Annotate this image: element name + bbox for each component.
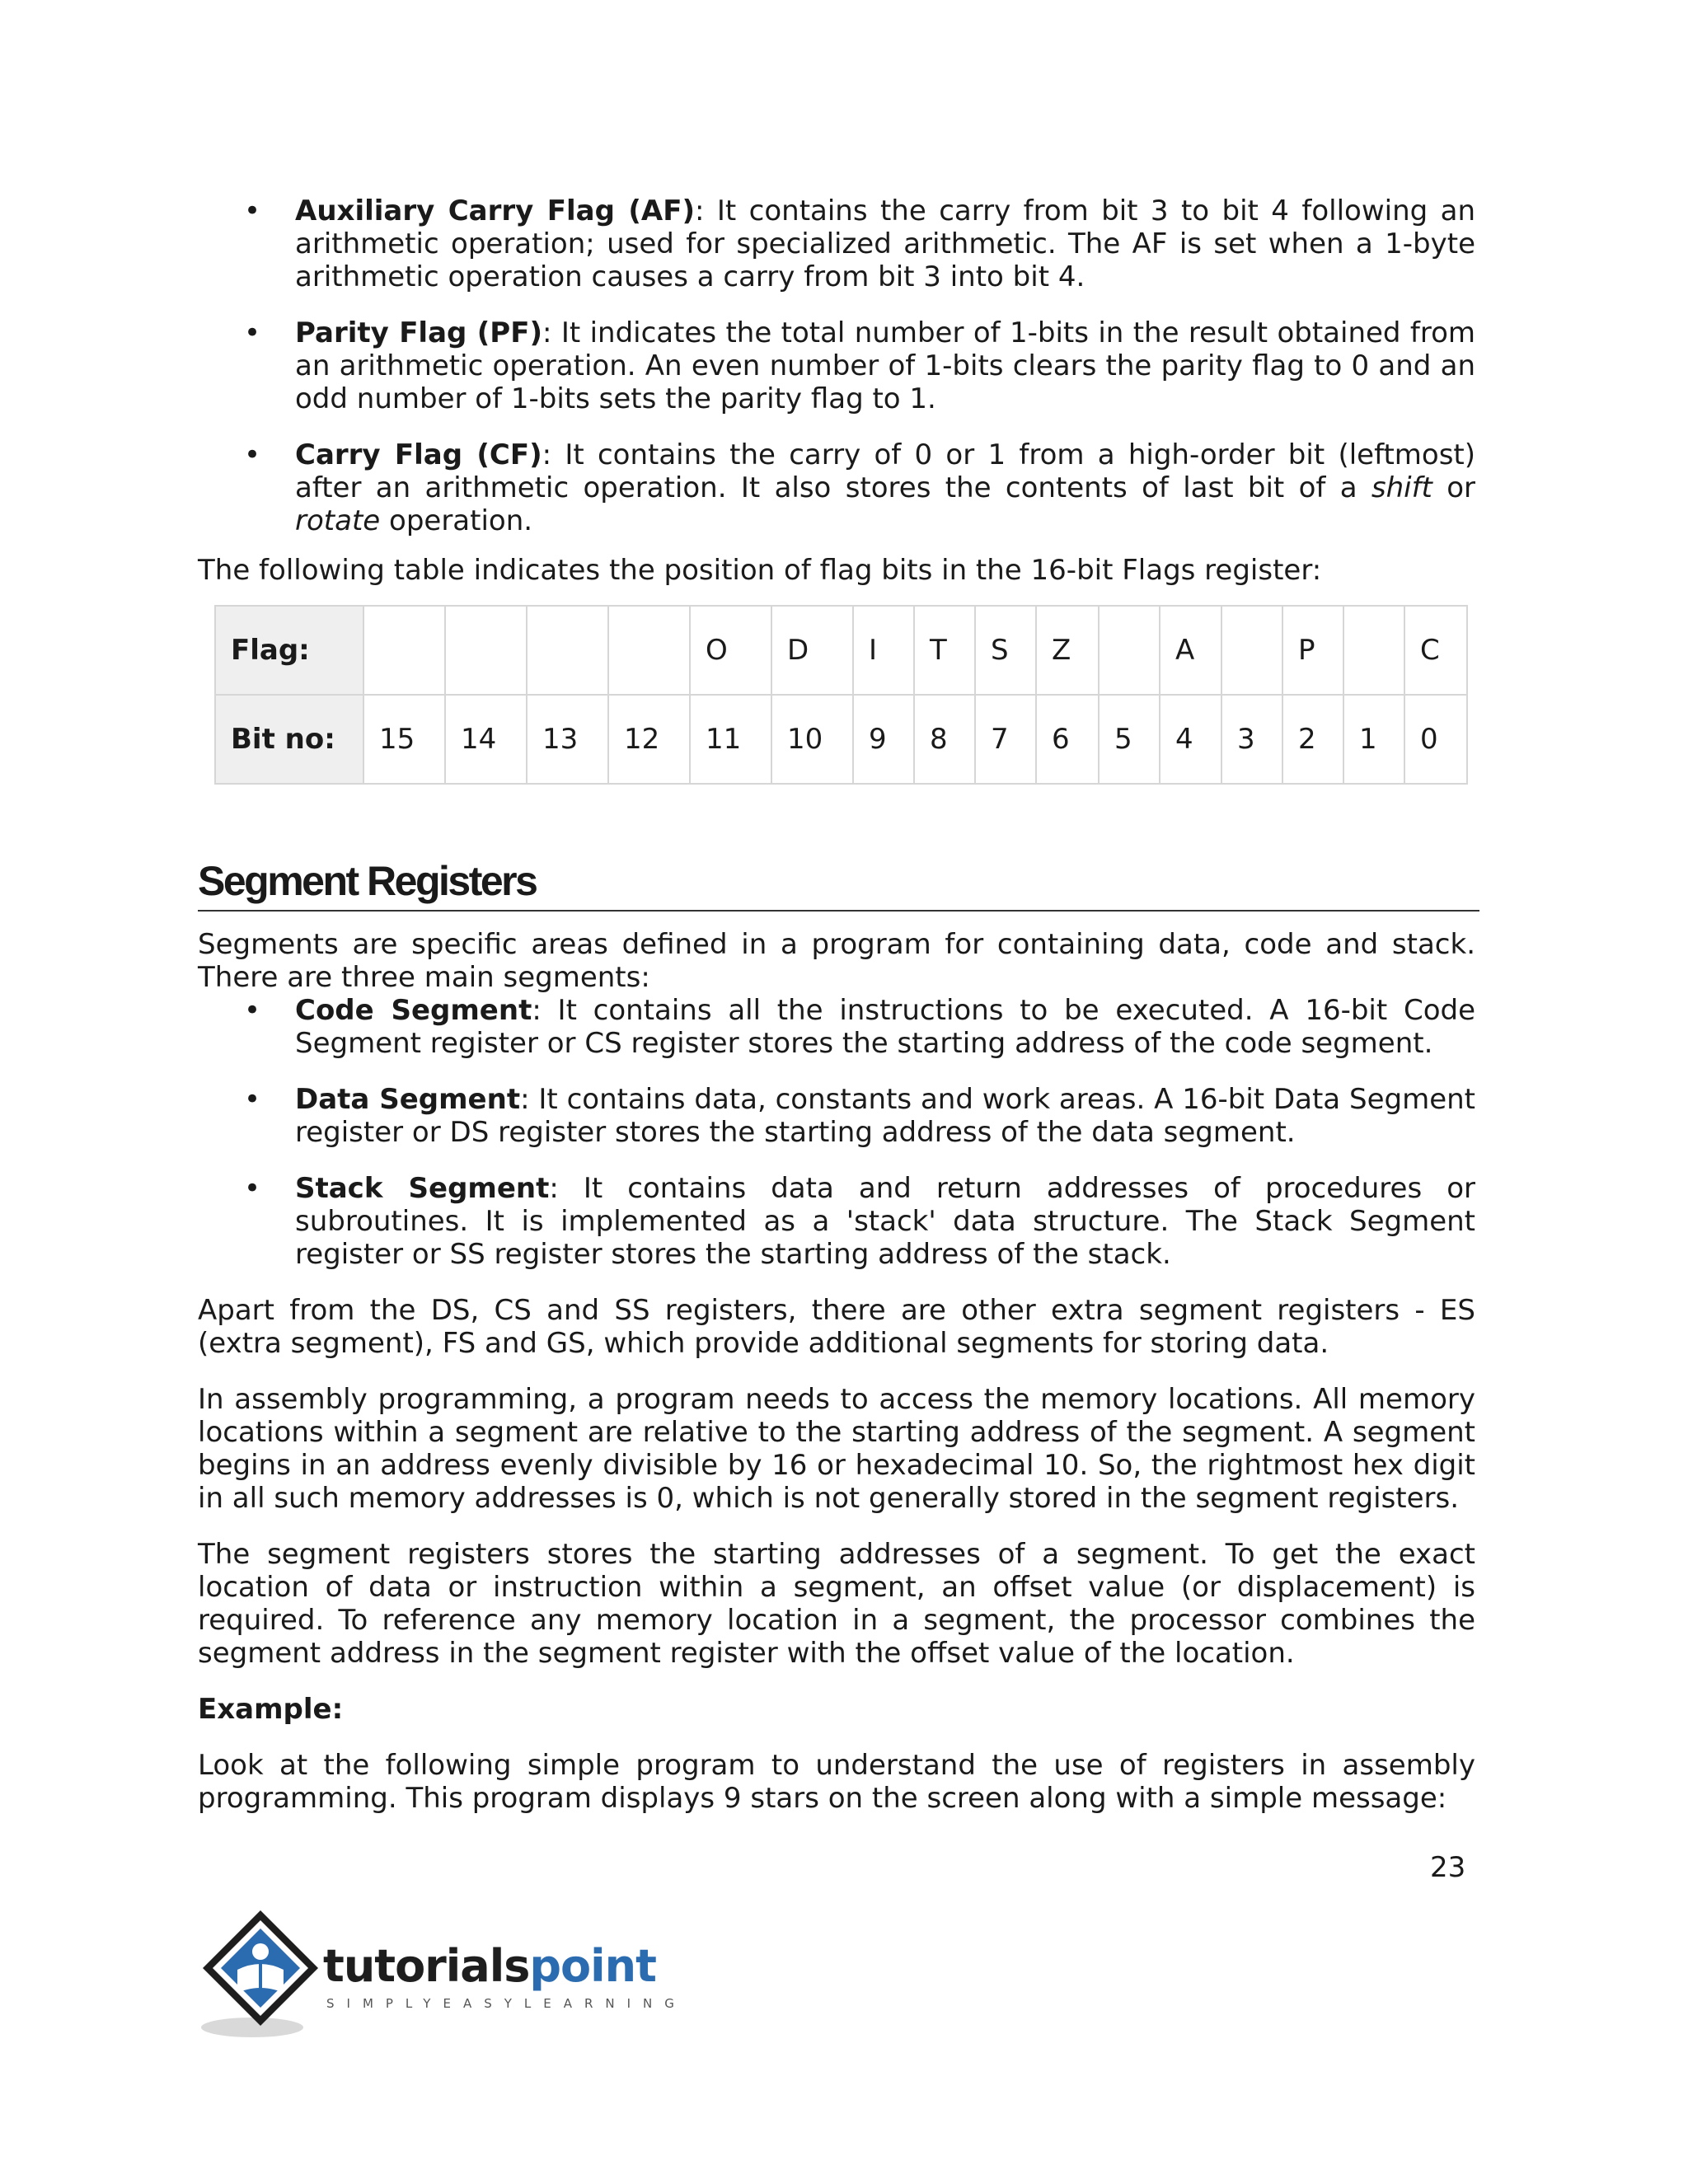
bit-cell: 4	[1160, 695, 1221, 784]
segment-term: Code Segment	[295, 994, 532, 1027]
page-number: 23	[1430, 1851, 1466, 1884]
flag-cell: Z	[1036, 606, 1099, 695]
flag-description: or	[1432, 471, 1476, 504]
flag-cell	[608, 606, 690, 695]
paragraph-memory-locations: In assembly programming, a program needs to access the memory locations. All memory locations within a segment are relative to the starting address of the segment. A segment begins in an address evenly divisible by 16 or hexadecimal 10. So, the rightmost hex digit in all such memory addresses is 0, which is not generally stored in the segment registers.	[198, 1383, 1475, 1515]
bit-cell: 14	[445, 695, 527, 784]
flag-cell: I	[853, 606, 914, 695]
flags-register-table	[214, 605, 1468, 785]
segment-bullet-list	[198, 994, 1475, 1271]
flag-cell	[527, 606, 608, 695]
bit-cell: 7	[975, 695, 1036, 784]
flag-bullet-list	[198, 194, 1475, 537]
flag-description: : It contains the carry of 0 or 1 from a high-order bit (leftmost) after an arithmetic operation. It also stores the contents of last bit of a	[295, 438, 1476, 504]
emphasis-rotate: rotate	[295, 504, 381, 537]
section-title: Segment Registers	[198, 855, 1479, 912]
flag-description: operation.	[380, 504, 533, 537]
bit-cell: 3	[1221, 695, 1282, 784]
paragraph-extra-segments: Apart from the DS, CS and SS registers, there are other extra segment registers - ES (extra segment), FS and GS, which provide additional segments for storing data.	[198, 1294, 1475, 1360]
bit-cell: 5	[1099, 695, 1160, 784]
flag-cell: S	[975, 606, 1036, 695]
table-row	[215, 695, 1467, 784]
row-header-flag: Flag:	[215, 606, 363, 695]
bit-cell: 1	[1343, 695, 1404, 784]
logo-wordmark: tutorialspoint	[323, 1940, 656, 1992]
flag-cell	[1343, 606, 1404, 695]
table-row	[215, 606, 1467, 695]
bit-cell: 2	[1282, 695, 1343, 784]
logo-tagline: SIMPLYEASYLEARNING	[326, 1996, 687, 2011]
flag-term: Carry Flag (CF)	[295, 438, 542, 471]
segment-description: : It contains all the instructions to be executed. A 16-bit Code Segment register or CS register stores the starting address of the code segment.	[295, 994, 1476, 1060]
flag-cell: O	[690, 606, 771, 695]
logo-emblem-icon	[195, 1904, 335, 2044]
example-label: Example:	[198, 1693, 344, 1726]
flag-cell	[1221, 606, 1282, 695]
flag-cell: T	[914, 606, 975, 695]
page-content	[198, 194, 1475, 1815]
bit-cell: 12	[608, 695, 690, 784]
list-item	[198, 994, 1475, 1060]
bit-cell: 8	[914, 695, 975, 784]
flag-cell: C	[1404, 606, 1467, 695]
bit-cell: 9	[853, 695, 914, 784]
emphasis-shift: shift	[1371, 471, 1432, 504]
flag-description: : It indicates the total number of 1-bits in the result obtained from an arithmetic operation. An even number of 1-bits clears the parity flag to 0 and an odd number of 1-bits sets the parity flag to 1.	[295, 316, 1475, 415]
tutorialspoint-logo	[195, 1904, 687, 2044]
segment-term: Stack Segment	[295, 1172, 550, 1205]
flag-cell	[445, 606, 527, 695]
bit-cell: 11	[690, 695, 771, 784]
segment-description: : It contains data, constants and work areas. A 16-bit Data Segment register or DS register stores the starting address of the data segment.	[295, 1083, 1475, 1149]
table-intro: The following table indicates the position of flag bits in the 16-bit Flags register:	[198, 554, 1322, 587]
bit-cell: 10	[771, 695, 853, 784]
bit-cell: 15	[363, 695, 445, 784]
list-item	[198, 1172, 1475, 1271]
flag-term: Parity Flag (PF)	[295, 316, 542, 349]
paragraph-offset: The segment registers stores the starting addresses of a segment. To get the exact location of data or instruction within a segment, an offset value (or displacement) is required. To reference any memory location in a segment, the processor combines the segment address in the segment register with the offset value of the location.	[198, 1538, 1475, 1670]
segment-term: Data Segment	[295, 1083, 521, 1116]
flag-term: Auxiliary Carry Flag (AF)	[295, 194, 695, 227]
bit-cell: 6	[1036, 695, 1099, 784]
flag-cell: P	[1282, 606, 1343, 695]
flag-cell: A	[1160, 606, 1221, 695]
list-item	[198, 438, 1475, 537]
list-item	[198, 1083, 1475, 1149]
flag-cell: D	[771, 606, 853, 695]
flag-cell	[1099, 606, 1160, 695]
list-item	[198, 194, 1475, 293]
segment-description: : It contains data and return addresses of procedures or subroutines. It is implemented as a 'stack' data structure. The Stack Segment register or SS register stores the starting address of the stack.	[295, 1172, 1475, 1271]
bit-cell: 0	[1404, 695, 1467, 784]
flag-description: : It contains the carry from bit 3 to bit 4 following an arithmetic operation; used for specialized arithmetic. The AF is set when a 1-byte arithmetic operation causes a carry from bit 3 into bit 4.	[295, 194, 1476, 293]
row-header-bit: Bit no:	[215, 695, 363, 784]
bit-cell: 13	[527, 695, 608, 784]
segments-intro: Segments are specific areas defined in a program for containing data, code and stack. There are three main segments:	[198, 928, 1475, 994]
paragraph-example-intro: Look at the following simple program to understand the use of registers in assembly programming. This program displays 9 stars on the screen along with a simple message:	[198, 1749, 1475, 1815]
list-item	[198, 316, 1475, 415]
flag-cell	[363, 606, 445, 695]
